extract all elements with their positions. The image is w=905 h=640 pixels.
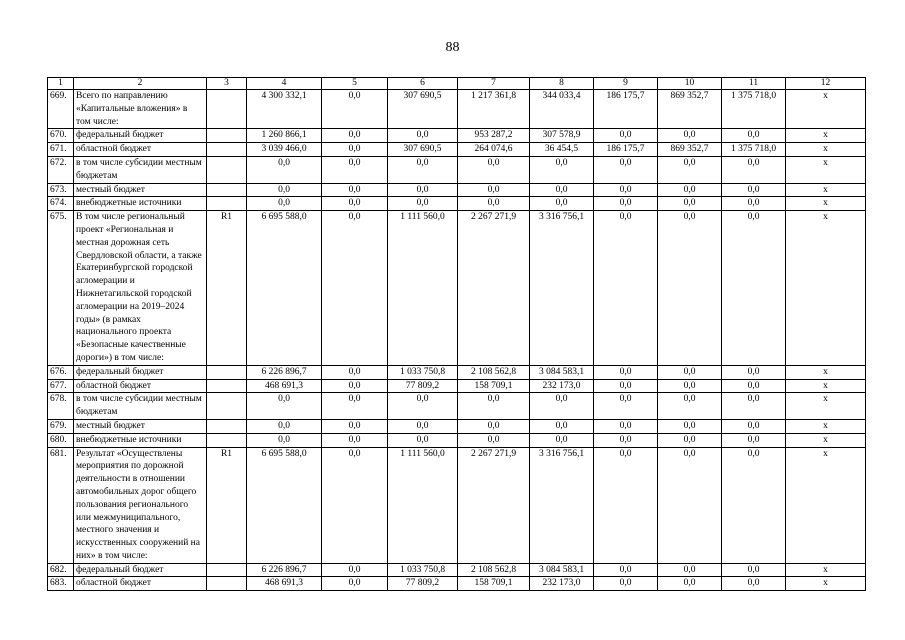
column-header-12: 12 — [786, 78, 866, 90]
value-cell: 0,0 — [722, 197, 786, 211]
value-cell: 0,0 — [722, 563, 786, 577]
value-cell: 953 287,2 — [458, 129, 530, 143]
value-cell: 0,0 — [594, 433, 658, 447]
value-cell: 0,0 — [458, 393, 530, 420]
value-cell: 232 173,0 — [530, 577, 594, 591]
row-code — [207, 90, 247, 129]
value-cell: 77 809,2 — [388, 577, 458, 591]
value-cell: 307 690,5 — [388, 90, 458, 129]
row-code — [207, 379, 247, 393]
value-cell: 4 300 332,1 — [247, 90, 322, 129]
value-cell: 0,0 — [322, 211, 388, 366]
row-name: местный бюджет — [74, 419, 207, 433]
value-cell: 6 226 896,7 — [247, 563, 322, 577]
value-cell: 0,0 — [388, 393, 458, 420]
value-cell: 0,0 — [247, 197, 322, 211]
value-cell: 1 033 750,8 — [388, 563, 458, 577]
table-body — [48, 78, 866, 591]
value-cell: 0,0 — [388, 183, 458, 197]
row-x: х — [786, 143, 866, 157]
column-header-1: 1 — [48, 78, 74, 90]
row-number: 670. — [48, 129, 74, 143]
row-number: 676. — [48, 365, 74, 379]
table-header-row — [48, 78, 866, 90]
value-cell: 36 454,5 — [530, 143, 594, 157]
value-cell: 0,0 — [722, 447, 786, 563]
row-x: х — [786, 129, 866, 143]
row-x: х — [786, 211, 866, 366]
value-cell: 0,0 — [722, 129, 786, 143]
value-cell: 0,0 — [722, 211, 786, 366]
table-row — [48, 129, 866, 143]
row-code — [207, 365, 247, 379]
value-cell: 869 352,7 — [658, 90, 722, 129]
column-header-10: 10 — [658, 78, 722, 90]
value-cell: 0,0 — [722, 393, 786, 420]
row-name: внебюджетные источники — [74, 197, 207, 211]
value-cell: 0,0 — [458, 156, 530, 183]
row-x: х — [786, 90, 866, 129]
row-number: 675. — [48, 211, 74, 366]
table-row — [48, 183, 866, 197]
value-cell: 0,0 — [658, 183, 722, 197]
value-cell: 186 175,7 — [594, 90, 658, 129]
table-row — [48, 365, 866, 379]
value-cell: 0,0 — [658, 129, 722, 143]
row-number: 682. — [48, 563, 74, 577]
column-header-8: 8 — [530, 78, 594, 90]
row-code — [207, 143, 247, 157]
value-cell: 0,0 — [594, 156, 658, 183]
row-code — [207, 563, 247, 577]
value-cell: 0,0 — [322, 577, 388, 591]
value-cell: 0,0 — [388, 419, 458, 433]
value-cell: 3 084 583,1 — [530, 563, 594, 577]
value-cell: 0,0 — [458, 419, 530, 433]
row-code — [207, 156, 247, 183]
value-cell: 0,0 — [247, 156, 322, 183]
value-cell: 0,0 — [594, 577, 658, 591]
row-name: федеральный бюджет — [74, 129, 207, 143]
value-cell: 3 316 756,1 — [530, 211, 594, 366]
value-cell: 869 352,7 — [658, 143, 722, 157]
column-header-11: 11 — [722, 78, 786, 90]
value-cell: 0,0 — [247, 433, 322, 447]
value-cell: 0,0 — [658, 447, 722, 563]
row-number: 679. — [48, 419, 74, 433]
table-row — [48, 197, 866, 211]
value-cell: 2 108 562,8 — [458, 365, 530, 379]
row-name: внебюджетные источники — [74, 433, 207, 447]
value-cell: 344 033,4 — [530, 90, 594, 129]
table-row — [48, 379, 866, 393]
row-x: х — [786, 156, 866, 183]
row-x: х — [786, 447, 866, 563]
value-cell: 2 267 271,9 — [458, 447, 530, 563]
value-cell: 0,0 — [658, 211, 722, 366]
value-cell: 0,0 — [388, 129, 458, 143]
table-row — [48, 447, 866, 563]
table-row — [48, 156, 866, 183]
value-cell: 0,0 — [530, 393, 594, 420]
row-x: х — [786, 365, 866, 379]
value-cell: 0,0 — [458, 183, 530, 197]
row-code: R1 — [207, 211, 247, 366]
value-cell: 0,0 — [247, 183, 322, 197]
table-row — [48, 419, 866, 433]
column-header-7: 7 — [458, 78, 530, 90]
row-number: 669. — [48, 90, 74, 129]
row-number: 678. — [48, 393, 74, 420]
value-cell: 232 173,0 — [530, 379, 594, 393]
value-cell: 0,0 — [388, 156, 458, 183]
column-header-4: 4 — [247, 78, 322, 90]
row-name: Всего по направлению «Капитальные вложения» в том числе: — [74, 90, 207, 129]
column-header-2: 2 — [74, 78, 207, 90]
row-code: R1 — [207, 447, 247, 563]
value-cell: 0,0 — [322, 143, 388, 157]
value-cell: 0,0 — [722, 577, 786, 591]
value-cell: 0,0 — [322, 433, 388, 447]
table-row — [48, 90, 866, 129]
value-cell: 0,0 — [594, 129, 658, 143]
value-cell: 158 709,1 — [458, 577, 530, 591]
value-cell: 0,0 — [322, 197, 388, 211]
row-x: х — [786, 577, 866, 591]
row-x: х — [786, 183, 866, 197]
value-cell: 158 709,1 — [458, 379, 530, 393]
value-cell: 2 108 562,8 — [458, 563, 530, 577]
value-cell: 0,0 — [594, 211, 658, 366]
column-header-5: 5 — [322, 78, 388, 90]
table-row — [48, 393, 866, 420]
row-code — [207, 433, 247, 447]
budget-table — [47, 77, 866, 591]
value-cell: 0,0 — [388, 197, 458, 211]
value-cell: 0,0 — [658, 379, 722, 393]
row-code — [207, 393, 247, 420]
value-cell: 0,0 — [322, 183, 388, 197]
value-cell: 0,0 — [594, 563, 658, 577]
value-cell: 6 226 896,7 — [247, 365, 322, 379]
value-cell: 468 691,3 — [247, 379, 322, 393]
value-cell: 1 111 560,0 — [388, 447, 458, 563]
value-cell: 0,0 — [658, 393, 722, 420]
row-x: х — [786, 563, 866, 577]
row-name: областной бюджет — [74, 379, 207, 393]
row-name: федеральный бюджет — [74, 563, 207, 577]
value-cell: 77 809,2 — [388, 379, 458, 393]
value-cell: 264 074,6 — [458, 143, 530, 157]
value-cell: 1 033 750,8 — [388, 365, 458, 379]
value-cell: 0,0 — [722, 419, 786, 433]
value-cell: 307 690,5 — [388, 143, 458, 157]
value-cell: 1 375 718,0 — [722, 143, 786, 157]
value-cell: 0,0 — [658, 419, 722, 433]
value-cell: 0,0 — [458, 433, 530, 447]
value-cell: 0,0 — [322, 156, 388, 183]
value-cell: 0,0 — [322, 393, 388, 420]
value-cell: 0,0 — [658, 433, 722, 447]
row-x: х — [786, 379, 866, 393]
row-name: В том числе региональный проект «Региональная и местная дорожная сеть Свердловской области, а также Екатеринбургской городской агломерации и Нижнетагильской городской агломерации на 2019–2024 годы» (в рамках национального проекта «Безопасные качественные дороги») в том числе: — [74, 211, 207, 366]
value-cell: 1 111 560,0 — [388, 211, 458, 366]
value-cell: 0,0 — [322, 379, 388, 393]
value-cell: 0,0 — [658, 365, 722, 379]
value-cell: 0,0 — [322, 563, 388, 577]
value-cell: 0,0 — [530, 197, 594, 211]
value-cell: 0,0 — [594, 183, 658, 197]
row-number: 680. — [48, 433, 74, 447]
value-cell: 0,0 — [594, 393, 658, 420]
value-cell: 0,0 — [722, 156, 786, 183]
column-header-6: 6 — [388, 78, 458, 90]
row-number: 674. — [48, 197, 74, 211]
table-row — [48, 563, 866, 577]
value-cell: 0,0 — [722, 379, 786, 393]
column-header-9: 9 — [594, 78, 658, 90]
row-number: 671. — [48, 143, 74, 157]
table-row — [48, 211, 866, 366]
value-cell: 186 175,7 — [594, 143, 658, 157]
page-number: 88 — [445, 40, 460, 55]
row-x: х — [786, 419, 866, 433]
row-code — [207, 183, 247, 197]
value-cell: 0,0 — [722, 365, 786, 379]
row-name: областной бюджет — [74, 143, 207, 157]
value-cell: 0,0 — [247, 393, 322, 420]
value-cell: 1 260 866,1 — [247, 129, 322, 143]
value-cell: 0,0 — [247, 419, 322, 433]
row-x: х — [786, 197, 866, 211]
value-cell: 0,0 — [594, 365, 658, 379]
row-name: областной бюджет — [74, 577, 207, 591]
value-cell: 6 695 588,0 — [247, 447, 322, 563]
row-number: 683. — [48, 577, 74, 591]
value-cell: 0,0 — [594, 379, 658, 393]
value-cell: 468 691,3 — [247, 577, 322, 591]
value-cell: 0,0 — [530, 183, 594, 197]
value-cell: 0,0 — [722, 433, 786, 447]
value-cell: 0,0 — [658, 577, 722, 591]
value-cell: 0,0 — [594, 447, 658, 563]
value-cell: 0,0 — [722, 183, 786, 197]
row-number: 672. — [48, 156, 74, 183]
value-cell: 0,0 — [322, 419, 388, 433]
value-cell: 0,0 — [530, 419, 594, 433]
value-cell: 0,0 — [388, 433, 458, 447]
value-cell: 0,0 — [658, 563, 722, 577]
value-cell: 3 084 583,1 — [530, 365, 594, 379]
value-cell: 0,0 — [658, 197, 722, 211]
row-code — [207, 129, 247, 143]
value-cell: 0,0 — [322, 90, 388, 129]
row-name: в том числе субсидии местным бюджетам — [74, 393, 207, 420]
table-row — [48, 577, 866, 591]
value-cell: 3 316 756,1 — [530, 447, 594, 563]
row-name: в том числе субсидии местным бюджетам — [74, 156, 207, 183]
row-name: федеральный бюджет — [74, 365, 207, 379]
value-cell: 0,0 — [594, 419, 658, 433]
value-cell: 0,0 — [322, 129, 388, 143]
row-name: местный бюджет — [74, 183, 207, 197]
table-row — [48, 143, 866, 157]
row-code — [207, 577, 247, 591]
value-cell: 0,0 — [530, 156, 594, 183]
table-row — [48, 433, 866, 447]
row-number: 677. — [48, 379, 74, 393]
value-cell: 0,0 — [458, 197, 530, 211]
value-cell: 2 267 271,9 — [458, 211, 530, 366]
row-code — [207, 419, 247, 433]
value-cell: 0,0 — [322, 447, 388, 563]
column-header-3: 3 — [207, 78, 247, 90]
row-number: 673. — [48, 183, 74, 197]
row-number: 681. — [48, 447, 74, 563]
value-cell: 0,0 — [530, 433, 594, 447]
value-cell: 0,0 — [322, 365, 388, 379]
row-x: х — [786, 433, 866, 447]
value-cell: 1 217 361,8 — [458, 90, 530, 129]
row-x: х — [786, 393, 866, 420]
value-cell: 1 375 718,0 — [722, 90, 786, 129]
row-code — [207, 197, 247, 211]
value-cell: 307 578,9 — [530, 129, 594, 143]
row-name: Результат «Осуществлены мероприятия по дорожной деятельности в отношении автомобильных дорог общего пользования регионального или межмуниципального, местного значения и искусственных сооружений на них» в том числе: — [74, 447, 207, 563]
value-cell: 3 039 466,0 — [247, 143, 322, 157]
value-cell: 6 695 588,0 — [247, 211, 322, 366]
value-cell: 0,0 — [658, 156, 722, 183]
value-cell: 0,0 — [594, 197, 658, 211]
